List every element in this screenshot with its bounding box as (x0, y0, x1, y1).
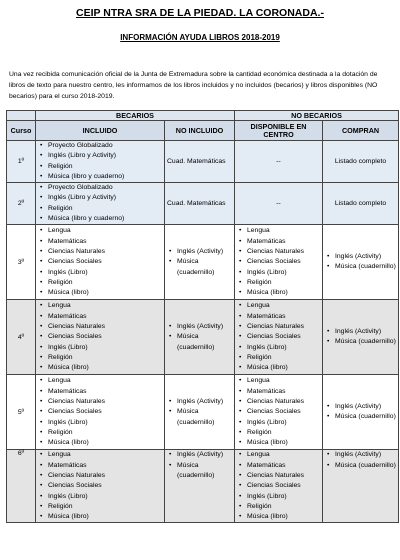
table-row (7, 450, 399, 523)
list-item: • Lengua (247, 226, 320, 236)
list-item: • Inglés (Libro y Activity) (48, 193, 162, 203)
list-item: • Música (cuadernillo) (177, 407, 232, 428)
incluido-cell (36, 141, 165, 183)
no-incluido-cell-list (167, 450, 232, 482)
header-becarios: BECARIOS (36, 111, 235, 121)
list-item: • Ciencias Naturales (247, 397, 320, 407)
list-item: • Matemáticas (48, 237, 162, 247)
disponible-cell (235, 225, 323, 300)
list-item: • Lengua (247, 450, 320, 460)
compran-cell (323, 300, 399, 375)
header-no-incluido: NO INCLUIDO (165, 121, 235, 141)
list-item: • Música (cuadernillo) (335, 337, 396, 348)
list-item: • Ciencias Sociales (48, 332, 162, 342)
list-item: • Ciencias Naturales (48, 247, 162, 257)
list-item: • Inglés (Activity) (177, 397, 232, 408)
list-item: • Inglés (Activity) (177, 322, 232, 333)
list-item: • Ciencias Naturales (247, 471, 320, 481)
list-item: • Inglés (Libro) (247, 268, 320, 278)
list-item: • Ciencias Sociales (247, 481, 320, 491)
list-item: • Música (libro) (247, 288, 320, 298)
compran-cell-list (325, 450, 396, 471)
curso-cell: 2º (7, 183, 36, 225)
header-compran: COMPRAN (323, 121, 399, 141)
list-item: • Ciencias Naturales (247, 322, 320, 332)
list-item: • Música (libro) (247, 512, 320, 522)
table-row (7, 225, 399, 300)
disponible-cell-list (237, 301, 320, 373)
no-incluido-cell-list (167, 247, 232, 279)
no-incluido-cell-list (167, 322, 232, 354)
list-item: • Inglés (Libro y Activity) (48, 151, 162, 161)
list-item: • Inglés (Libro) (48, 343, 162, 353)
compran-cell-list (325, 252, 396, 273)
list-item: • Proyecto Globalizado (48, 183, 162, 193)
books-table (6, 110, 399, 523)
no-incluido-cell (165, 450, 235, 523)
list-item: • Música (cuadernillo) (335, 262, 396, 273)
disponible-cell-list (237, 450, 320, 522)
list-item: • Lengua (48, 301, 162, 311)
curso-cell: 5º (7, 375, 36, 450)
no-incluido-cell: Cuad. Matemáticas (165, 141, 235, 183)
header-curso: Curso (7, 121, 36, 141)
incluido-cell-list (38, 301, 162, 373)
curso-cell: 3º (7, 225, 36, 300)
list-item: • Ciencias Sociales (48, 257, 162, 267)
compran-cell (323, 375, 399, 450)
list-item: • Ciencias Naturales (48, 397, 162, 407)
header-incluido: INCLUIDO (36, 121, 165, 141)
list-item: • Inglés (Activity) (177, 450, 232, 461)
intro-paragraph: Una vez recibida comunicación oficial de la Junta de Extremadura sobre la cantidad económica destinada a la dotación de libros de texto para nuestro centro, les informamos de los libros incluidos y no incluidos (becarios) y libros disponibles (NO becarios) para el curso 2018-2019. (9, 71, 378, 100)
list-item: • Música (libro) (48, 512, 162, 522)
list-item: • Inglés (Libro) (247, 492, 320, 502)
list-item: • Matemáticas (247, 312, 320, 322)
blank-header-cell (7, 111, 36, 121)
list-item: • Ciencias Naturales (247, 247, 320, 257)
list-item: • Inglés (Libro) (48, 418, 162, 428)
disponible-cell (235, 375, 323, 450)
list-item: • Inglés (Activity) (335, 450, 396, 461)
incluido-cell-list (38, 141, 162, 182)
list-item: • Matemáticas (247, 387, 320, 397)
compran-cell (323, 450, 399, 523)
list-item: • Lengua (48, 450, 162, 460)
table-row (7, 375, 399, 450)
document-title: CEIP NTRA SRA DE LA PIEDAD. LA CORONADA.- (76, 7, 324, 19)
list-item: • Inglés (Libro) (48, 492, 162, 502)
compran-cell (323, 225, 399, 300)
list-item: • Lengua (48, 376, 162, 386)
list-item: • Ciencias Naturales (48, 322, 162, 332)
disponible-cell-list (237, 226, 320, 298)
list-item: • Religión (48, 353, 162, 363)
incluido-cell (36, 225, 165, 300)
no-incluido-cell (165, 375, 235, 450)
incluido-cell-list (38, 450, 162, 522)
list-item: • Religión (48, 162, 162, 172)
list-item: • Inglés (Libro) (247, 343, 320, 353)
list-item: • Matemáticas (247, 237, 320, 247)
list-item: • Matemáticas (48, 387, 162, 397)
list-item: • Religión (48, 502, 162, 512)
list-item: • Inglés (Libro) (247, 418, 320, 428)
no-incluido-cell-list (167, 397, 232, 429)
list-item: • Matemáticas (48, 312, 162, 322)
incluido-cell (36, 300, 165, 375)
table-row (7, 141, 399, 183)
curso-cell: 6º (7, 450, 36, 523)
list-item: • Música (libro) (48, 288, 162, 298)
list-item: • Matemáticas (48, 461, 162, 471)
header-disponible: DISPONIBLE EN CENTRO (235, 121, 323, 141)
incluido-cell (36, 183, 165, 225)
list-item: • Religión (247, 353, 320, 363)
list-item: • Religión (48, 428, 162, 438)
list-item: • Música (cuadernillo) (177, 257, 232, 278)
list-item: • Música (libro y cuaderno) (48, 214, 162, 224)
incluido-cell-list (38, 376, 162, 448)
compran-cell-list (325, 402, 396, 423)
list-item: • Religión (247, 278, 320, 288)
incluido-cell (36, 450, 165, 523)
no-incluido-cell: Cuad. Matemáticas (165, 183, 235, 225)
incluido-cell-list (38, 183, 162, 224)
list-item: • Lengua (247, 301, 320, 311)
list-item: • Inglés (Activity) (335, 327, 396, 338)
compran-cell-list (325, 327, 396, 348)
list-item: • Lengua (48, 226, 162, 236)
list-item: • Religión (48, 278, 162, 288)
list-item: • Lengua (247, 376, 320, 386)
incluido-cell-list (38, 226, 162, 298)
list-item: • Inglés (Activity) (335, 402, 396, 413)
list-item: • Ciencias Naturales (48, 471, 162, 481)
list-item: • Religión (247, 502, 320, 512)
list-item: • Proyecto Globalizado (48, 141, 162, 151)
disponible-cell-list (237, 376, 320, 448)
no-incluido-cell (165, 225, 235, 300)
list-item: • Música (libro) (48, 363, 162, 373)
compran-cell: Listado completo (323, 183, 399, 225)
list-item: • Ciencias Sociales (247, 332, 320, 342)
list-item: • Música (cuadernillo) (335, 461, 396, 472)
list-item: • Música (libro) (247, 438, 320, 448)
list-item: • Matemáticas (247, 461, 320, 471)
list-item: • Inglés (Activity) (177, 247, 232, 258)
list-item: • Religión (48, 204, 162, 214)
list-item: • Ciencias Sociales (247, 257, 320, 267)
compran-cell: Listado completo (323, 141, 399, 183)
list-item: • Música (libro) (48, 438, 162, 448)
list-item: • Inglés (Activity) (335, 252, 396, 263)
incluido-cell (36, 375, 165, 450)
no-incluido-cell (165, 300, 235, 375)
disponible-cell (235, 450, 323, 523)
disponible-cell: -- (235, 141, 323, 183)
list-item: • Música (cuadernillo) (177, 461, 232, 482)
header-no-becarios: NO BECARIOS (235, 111, 399, 121)
table-row (7, 183, 399, 225)
document-subtitle: INFORMACIÓN AYUDA LIBROS 2018-2019 (120, 33, 280, 42)
list-item: • Inglés (Libro) (48, 268, 162, 278)
list-item: • Música (libro) (247, 363, 320, 373)
list-item: • Música (cuadernillo) (335, 412, 396, 423)
table-row (7, 300, 399, 375)
list-item: • Ciencias Sociales (247, 407, 320, 417)
list-item: • Ciencias Sociales (48, 481, 162, 491)
list-item: • Ciencias Sociales (48, 407, 162, 417)
list-item: • Religión (247, 428, 320, 438)
disponible-cell: -- (235, 183, 323, 225)
list-item: • Música (libro y cuaderno) (48, 172, 162, 182)
curso-cell: 4º (7, 300, 36, 375)
list-item: • Música (cuadernillo) (177, 332, 232, 353)
curso-cell: 1º (7, 141, 36, 183)
disponible-cell (235, 300, 323, 375)
